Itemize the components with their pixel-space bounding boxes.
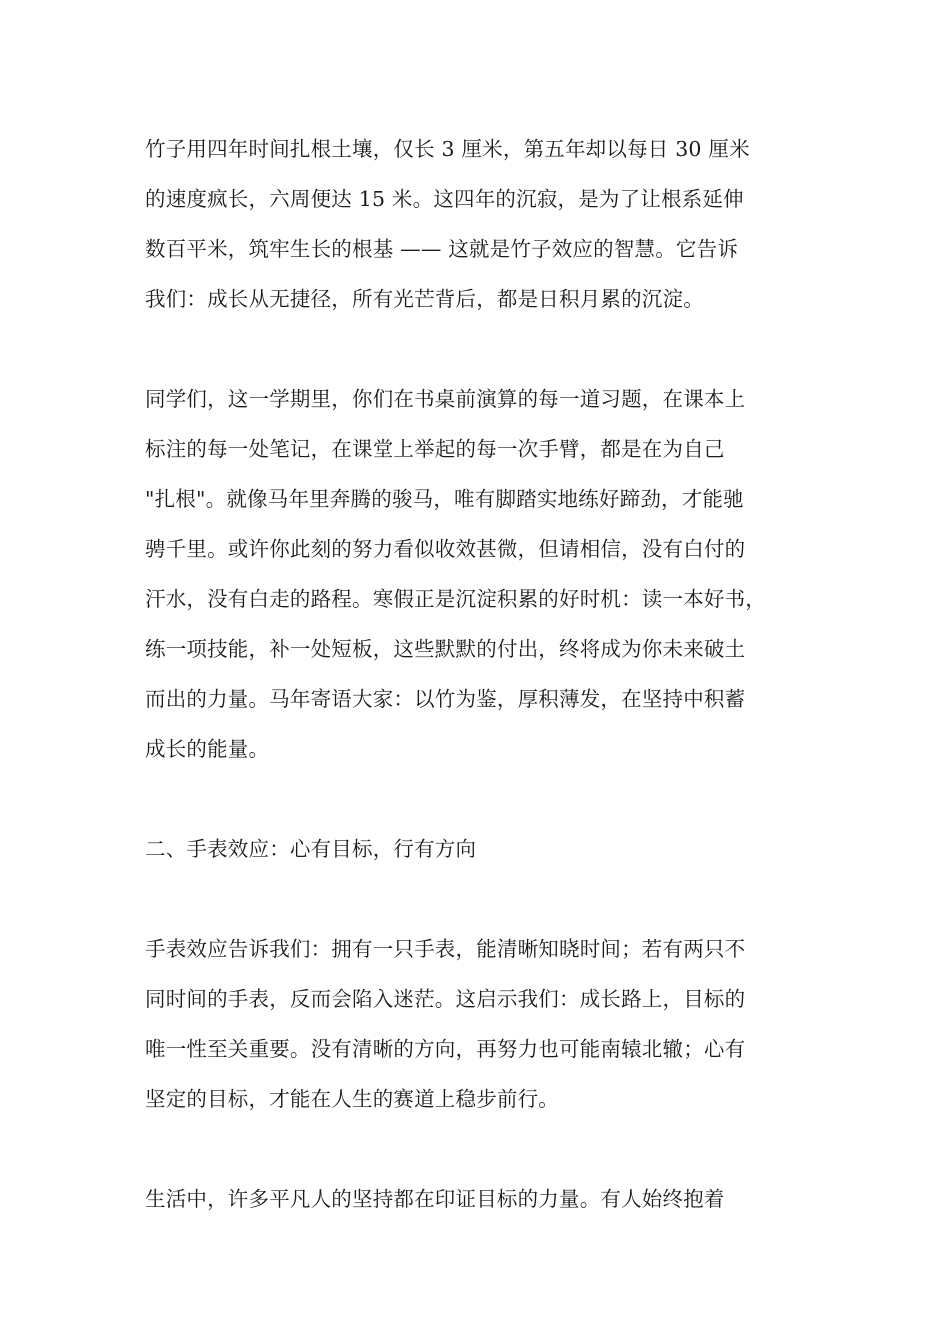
text-line: 骋千里。或许你此刻的努力看似收效甚微，但请相信，没有白付的 [145, 537, 746, 561]
text-line: 练一项技能，补一处短板，这些默默的付出，终将成为你未来破土 [145, 637, 746, 661]
text-line: 标注的每一处笔记，在课堂上举起的每一次手臂，都是在为自己 [145, 437, 725, 461]
text-line: 生活中，许多平凡人的坚持都在印证目标的力量。有人始终抱着 [145, 1187, 725, 1211]
text-line: 同学们，这一学期里，你们在书桌前演算的每一道习题，在课本上 [145, 387, 746, 411]
text-line: 手表效应告诉我们：拥有一只手表，能清晰知晓时间；若有两只不 [145, 937, 746, 961]
paragraph-spacer [145, 324, 820, 374]
paragraph-spacer [145, 1124, 820, 1174]
heading-text: 二、手表效应：心有目标，行有方向 [145, 837, 477, 861]
text-line: 我们：成长从无捷径，所有光芒背后，都是日积月累的沉淀。 [145, 287, 704, 311]
text-line: 成长的能量。 [145, 737, 270, 761]
text-line: 而出的力量。马年寄语大家：以竹为鉴，厚积薄发，在坚持中积蓄 [145, 687, 746, 711]
paragraph-spacer [145, 874, 820, 924]
text-line: 唯一性至关重要。没有清晰的方向，再努力也可能南辕北辙；心有 [145, 1037, 746, 1061]
text-line: "扎根"。就像马年里奔腾的骏马，唯有脚踏实地练好蹄劲，才能驰 [145, 487, 744, 511]
paragraph-watch-effect [145, 924, 820, 1124]
text-line: 汗水，没有白走的路程。寒假正是沉淀积累的好时机：读一本好书， [145, 587, 766, 611]
text-line: 数百平米，筑牢生长的根基 —— 这就是竹子效应的智慧。它告诉 [145, 237, 739, 261]
paragraph-students-message [145, 374, 820, 774]
section-heading-watch-effect [145, 824, 820, 874]
paragraph-spacer [145, 774, 820, 824]
text-line: 竹子用四年时间扎根土壤，仅长 3 厘米，第五年却以每日 30 厘米 [145, 137, 750, 161]
text-line: 同时间的手表，反而会陷入迷茫。这启示我们：成长路上，目标的 [145, 987, 746, 1011]
paragraph-bamboo-effect [145, 124, 820, 324]
text-line: 坚定的目标，才能在人生的赛道上稳步前行。 [145, 1087, 559, 1111]
text-line: 的速度疯长，六周便达 15 米。这四年的沉寂，是为了让根系延伸 [145, 187, 744, 211]
document-body [145, 124, 820, 1224]
paragraph-life-examples [145, 1174, 820, 1224]
